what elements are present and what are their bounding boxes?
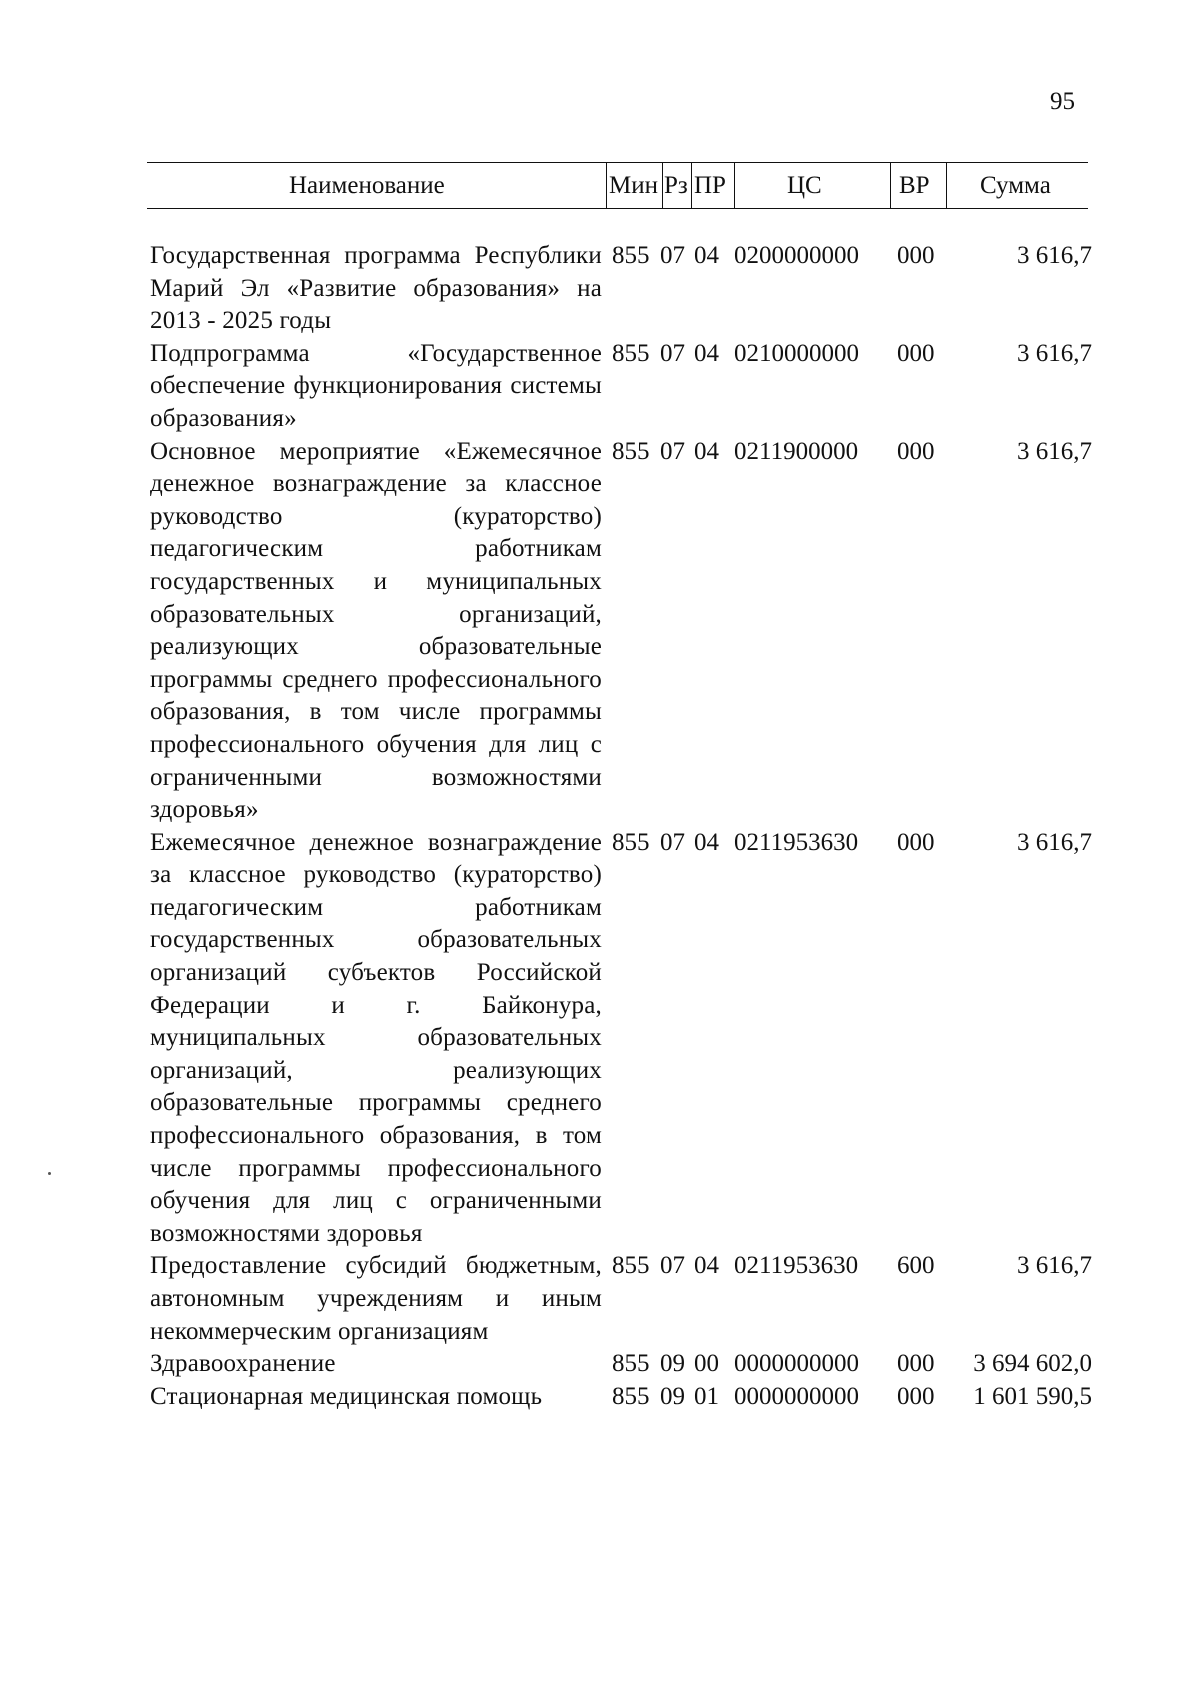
table-row (0, 240, 1200, 338)
page-number: 95 (1050, 88, 1075, 115)
header-bottom-rule (147, 208, 1088, 209)
header-divider (890, 163, 891, 208)
row-vr: 000 (897, 242, 935, 269)
row-cs: 0210000000 (734, 339, 859, 367)
header-min: Мин (609, 172, 658, 199)
row-min: 855 (612, 242, 650, 269)
row-cs: 0211900000 (734, 437, 859, 465)
row-min: 855 (612, 1382, 650, 1410)
row-cs: 0000000000 (734, 1382, 859, 1410)
scan-speck (48, 1172, 51, 1175)
row-rz: 07 (660, 1252, 685, 1280)
row-vr: 000 (897, 1350, 935, 1378)
row-name: Здравоохранение (150, 1350, 336, 1378)
row-vr: 000 (897, 437, 935, 465)
header-vr: ВР (899, 172, 930, 199)
row-min: 855 (612, 1252, 650, 1280)
row-sum: 3 616,7 (1017, 828, 1092, 856)
header-divider (946, 163, 947, 208)
row-rz: 09 (660, 1382, 685, 1410)
table-row (0, 827, 1200, 1251)
header-pr: ПР (694, 172, 726, 199)
table-row (0, 338, 1200, 436)
row-min: 855 (612, 437, 650, 465)
row-pr: 04 (694, 828, 719, 856)
header-name: Наименование (289, 172, 445, 199)
row-min: 855 (612, 828, 650, 856)
row-name: Ежемесячное денежное вознаграждение за классное руководство (кураторство) педагогическим работникам государственных образовательных организаций субъектов Российской Федерации и г. Байконура, муниципальных образовательных организаций, реализующих образовательные программы среднего профессионального образования, в том числе программы профессионального обучения для лиц с ограниченными возможностями здоровья (150, 828, 602, 1247)
row-name: Подпрограмма «Государственное обеспечение функционирования системы образования» (150, 339, 602, 432)
row-rz: 07 (660, 339, 685, 367)
row-min: 855 (612, 1350, 650, 1378)
table-row (0, 1381, 1200, 1414)
header-divider (734, 163, 735, 208)
header-divider (606, 163, 607, 208)
row-pr: 04 (694, 437, 719, 465)
row-sum: 3 616,7 (1017, 339, 1092, 367)
row-cs: 0211953630 (734, 828, 859, 856)
row-rz: 09 (660, 1350, 685, 1378)
row-vr: 000 (897, 339, 935, 367)
row-min: 855 (612, 339, 650, 367)
row-pr: 00 (694, 1350, 719, 1378)
row-pr: 04 (694, 242, 719, 269)
row-vr: 000 (897, 828, 935, 856)
row-name: Основное мероприятие «Ежемесячное денежное вознаграждение за классное руководство (кураторство) педагогическим работникам государственных и муниципальных образовательных организаций, реализующих образовательные программы среднего профессионального образования, в том числе программы профессионального обучения для лиц с ограниченными возможностями здоровья» (150, 437, 602, 824)
header-sum: Сумма (980, 172, 1051, 199)
row-pr: 04 (694, 1252, 719, 1280)
header-cs: ЦС (787, 172, 822, 199)
header-rz: Рз (664, 172, 688, 199)
table-body (0, 240, 1200, 1413)
row-cs: 0000000000 (734, 1350, 859, 1378)
table-row (0, 1250, 1200, 1348)
row-sum: 3 616,7 (1017, 1252, 1092, 1280)
header-divider (691, 163, 692, 208)
row-pr: 04 (694, 339, 719, 367)
row-rz: 07 (660, 437, 685, 465)
row-cs: 0211953630 (734, 1252, 859, 1280)
table-row (0, 1348, 1200, 1381)
row-vr: 000 (897, 1382, 935, 1410)
row-name: Стационарная медицинская помощь (150, 1382, 543, 1410)
row-rz: 07 (660, 242, 685, 269)
row-name: Предоставление субсидий бюджетным, автономным учреждениям и иным некоммерческим организациям (150, 1252, 602, 1345)
row-sum: 3 616,7 (1017, 437, 1092, 465)
row-sum: 1 601 590,5 (973, 1382, 1092, 1410)
row-vr: 600 (897, 1252, 935, 1280)
row-sum: 3 616,7 (1017, 242, 1092, 269)
row-name: Государственная программа Республики Марий Эл «Развитие образования» на 2013 - 2025 годы (150, 242, 602, 335)
row-rz: 07 (660, 828, 685, 856)
row-sum: 3 694 602,0 (973, 1350, 1092, 1378)
header-divider (662, 163, 663, 208)
row-pr: 01 (694, 1382, 719, 1410)
table-row (0, 436, 1200, 827)
row-cs: 0200000000 (734, 242, 859, 269)
